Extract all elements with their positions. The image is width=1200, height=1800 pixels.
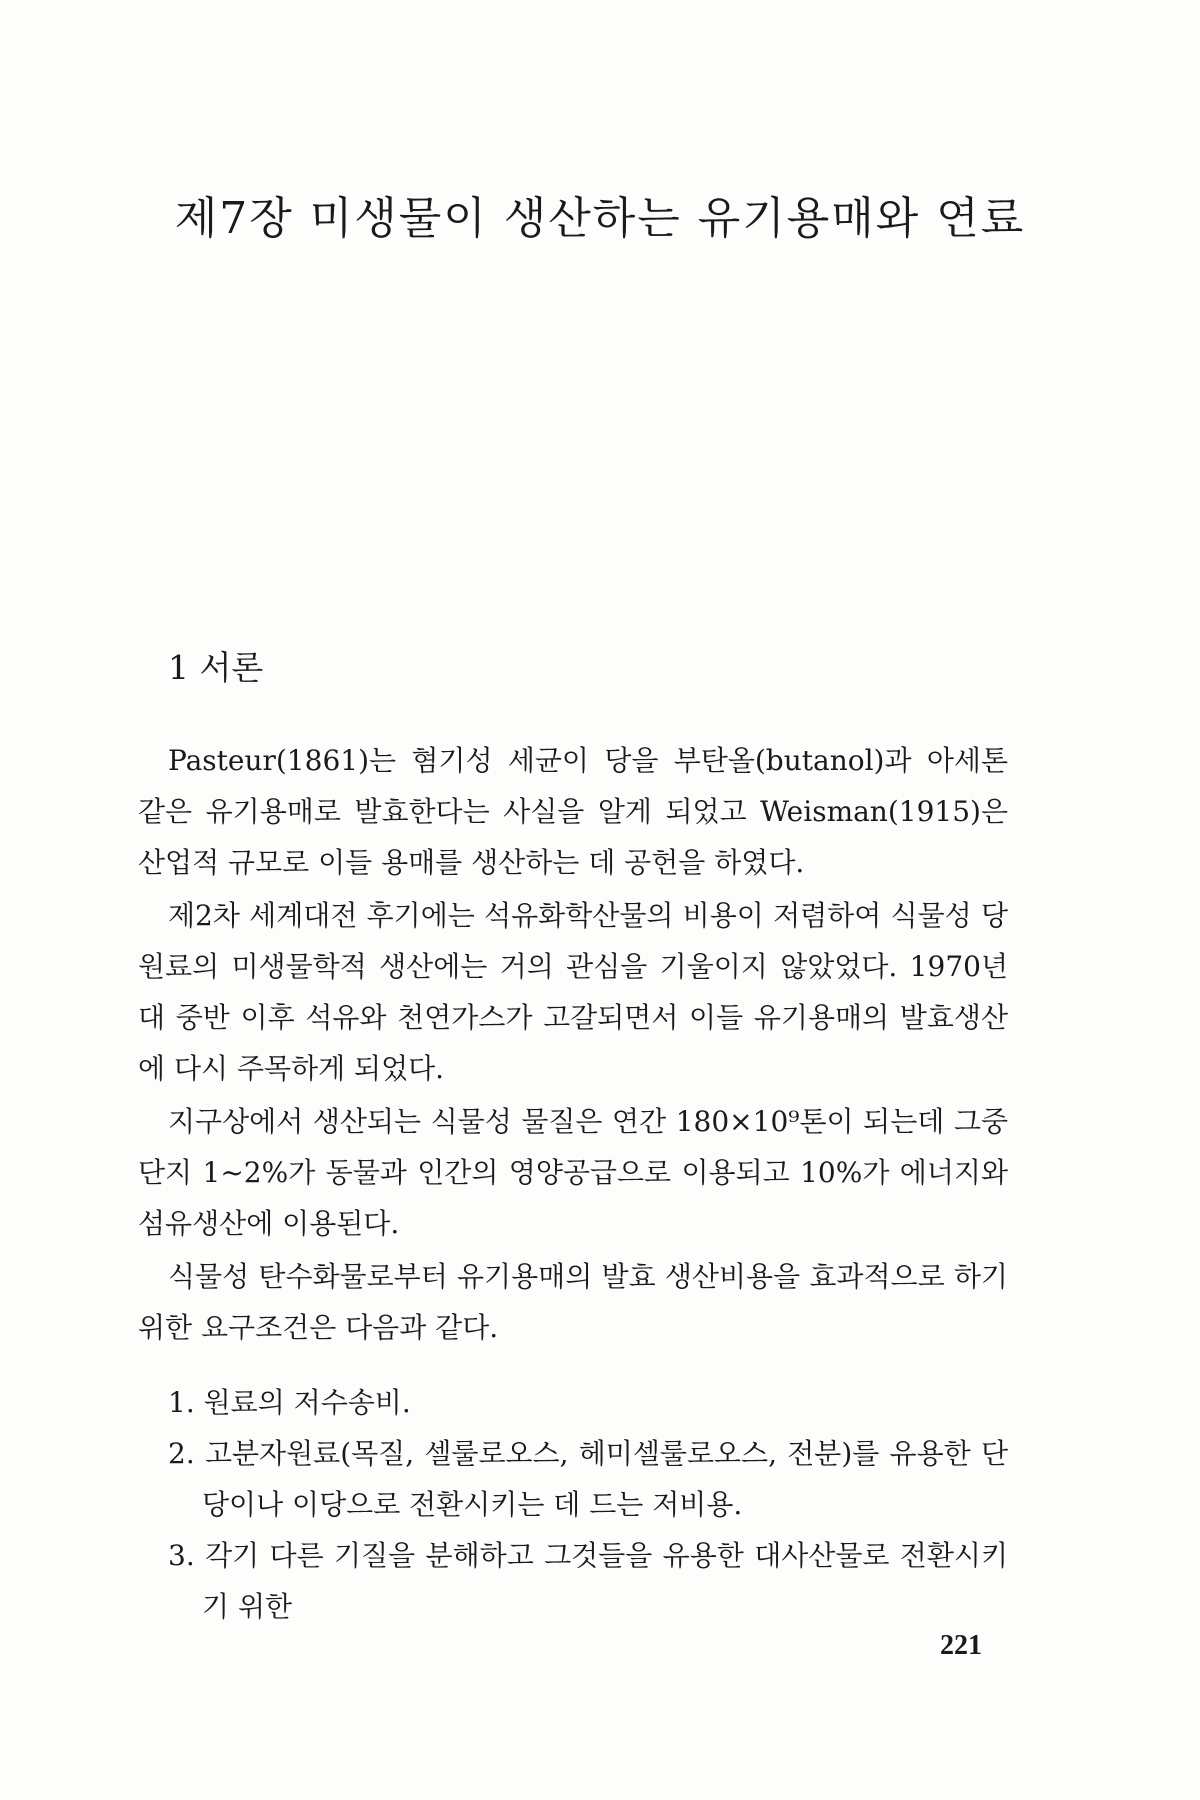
paragraph: 제2차 세계대전 후기에는 석유화학산물의 비용이 저렴하여 식물성 당원료의 미생물학적 생산에는 거의 관심을 기울이지 않았었다. 1970년대 중반 이후 석유와 천연가스가 고갈되면서 이들 유기용매의 발효생산에 다시 주목하게 되었다.	[138, 899, 1008, 1085]
body-text	[138, 735, 1008, 1355]
list-item: 2. 고분자원료(목질, 셀룰로오스, 헤미셀룰로오스, 전분)를 유용한 단당이나 이당으로 전환시키는 데 드는 저비용.	[168, 1437, 1008, 1521]
paragraph: 식물성 탄수화물로부터 유기용매의 발효 생산비용을 효과적으로 하기 위한 요구조건은 다음과 같다.	[138, 1260, 1008, 1344]
chapter-title: 제7장 미생물이 생산하는 유기용매와 연료	[174, 193, 1026, 244]
paragraph: Pasteur(1861)는 혐기성 세균이 당을 부탄올(butanol)과 아세톤 같은 유기용매로 발효한다는 사실을 알게 되었고 Weisman(1915)은 산업적 규모로 이들 용매를 생산하는 데 공헌을 하였다.	[138, 744, 1008, 879]
page-number: 221	[940, 1630, 982, 1661]
paragraph: 지구상에서 생산되는 식물성 물질은 연간 180×10⁹톤이 되는데 그중 단지 1~2%가 동물과 인간의 영양공급으로 이용되고 10%가 에너지와 섬유생산에 이용된다.	[138, 1105, 1008, 1240]
section-heading: 1 서론	[168, 648, 264, 687]
list-item: 3. 각기 다른 기질을 분해하고 그것들을 유용한 대사산물로 전환시키기 위한	[168, 1539, 1008, 1623]
requirements-list	[168, 1377, 1008, 1632]
list-item: 1. 원료의 저수송비.	[168, 1386, 411, 1419]
